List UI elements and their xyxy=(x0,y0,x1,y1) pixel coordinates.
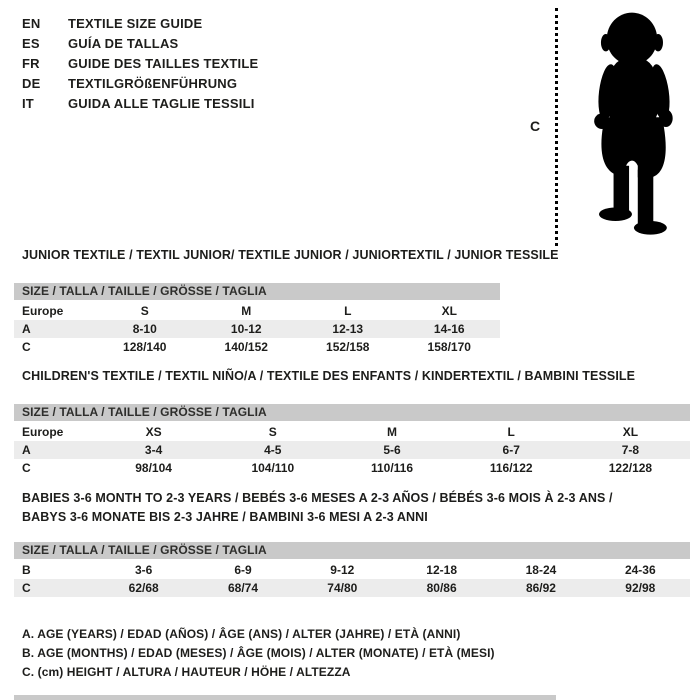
language-code: ES xyxy=(22,36,40,51)
table-cell: 8-10 xyxy=(132,322,157,336)
table-header-bar: SIZE / TALLA / TAILLE / GRÖSSE / TAGLIA xyxy=(14,542,690,559)
legend-line-a: A. AGE (YEARS) / EDAD (AÑOS) / ÂGE (ANS) / ALTER (JAHRE) / ETÀ (ANNI) xyxy=(22,627,461,641)
row-label: C xyxy=(22,340,31,354)
language-code: IT xyxy=(22,96,34,111)
table-cell: 24-36 xyxy=(624,563,656,577)
row-label: B xyxy=(22,563,31,577)
table-cell: 18-24 xyxy=(525,563,557,577)
table-row xyxy=(14,441,690,459)
table-header-bar: SIZE / TALLA / TAILLE / GRÖSSE / TAGLIA xyxy=(14,283,500,300)
table-cell: S xyxy=(140,304,149,318)
table-cell: 9-12 xyxy=(330,563,355,577)
table-cell: 128/140 xyxy=(123,340,167,354)
table-cell: 6-9 xyxy=(234,563,252,577)
height-measure-line xyxy=(555,8,558,246)
language-title: TEXTILE SIZE GUIDE xyxy=(68,16,203,31)
table-cell: 7-8 xyxy=(621,443,640,457)
table-cell: 10-12 xyxy=(230,322,262,336)
table-row xyxy=(14,423,690,441)
table-cell: 104/110 xyxy=(251,461,295,475)
row-label: Europe xyxy=(22,304,64,318)
language-row xyxy=(22,94,258,114)
row-label: Europe xyxy=(22,425,64,439)
language-row xyxy=(22,34,258,54)
row-label: A xyxy=(22,322,31,336)
table-cell: 74/80 xyxy=(327,581,358,595)
table-cell: L xyxy=(344,304,352,318)
table-cell: 4-5 xyxy=(264,443,282,457)
table-cell: 110/116 xyxy=(370,461,414,475)
row-label: A xyxy=(22,443,31,457)
language-title-list xyxy=(22,14,258,114)
language-row xyxy=(22,54,258,74)
table-cell: 122/128 xyxy=(608,461,653,475)
table-cell: 5-6 xyxy=(383,443,401,457)
toddler-silhouette-icon xyxy=(568,6,694,248)
table-cell: M xyxy=(241,304,252,318)
language-title: TEXTILGRÖßENFÜHRUNG xyxy=(68,76,238,91)
legend-line-b: B. AGE (MONTHS) / EDAD (MESES) / ÂGE (MOIS) / ALTER (MONATE) / ETÀ (MESI) xyxy=(22,646,495,660)
language-code: FR xyxy=(22,56,40,71)
table-cell: 86/92 xyxy=(525,581,556,595)
babies-section-title-line1: BABIES 3-6 MONTH TO 2-3 YEARS / BEBÉS 3-6 MESES A 2-3 AÑOS / BÉBÉS 3-6 MOIS À 2-3 ANS / xyxy=(22,491,613,505)
table-cell: 80/86 xyxy=(426,581,457,595)
table-cell: XS xyxy=(145,425,162,439)
language-code: DE xyxy=(22,76,41,91)
table-cell: 3-6 xyxy=(134,563,153,577)
junior-size-table xyxy=(14,283,500,356)
table-cell: 14-16 xyxy=(433,322,465,336)
cutoff-table-header-bar xyxy=(14,695,556,700)
table-cell: XL xyxy=(622,425,639,439)
table-cell: 116/122 xyxy=(489,461,533,475)
toddler-figure xyxy=(520,4,698,250)
table-cell: 158/170 xyxy=(427,340,471,354)
table-cell: 3-4 xyxy=(144,443,163,457)
table-cell: 152/158 xyxy=(326,340,370,354)
table-cell: 98/104 xyxy=(135,461,172,475)
table-row xyxy=(14,320,500,338)
table-row xyxy=(14,579,690,597)
table-row xyxy=(14,302,500,320)
table-cell: M xyxy=(387,425,397,439)
table-cell: 12-18 xyxy=(426,563,457,577)
row-label: C xyxy=(22,581,31,595)
table-row xyxy=(14,561,690,579)
table-cell: 62/68 xyxy=(128,581,159,595)
babies-size-table xyxy=(14,542,690,597)
table-cell: 12-13 xyxy=(332,322,364,336)
language-title: GUIDE DES TAILLES TEXTILE xyxy=(68,56,259,71)
language-code: EN xyxy=(22,16,41,31)
table-header-bar: SIZE / TALLA / TAILLE / GRÖSSE / TAGLIA xyxy=(14,404,690,421)
table-row xyxy=(14,459,690,477)
measure-legend xyxy=(22,625,495,682)
language-row xyxy=(22,74,258,94)
table-cell: 68/74 xyxy=(227,581,258,595)
table-cell: S xyxy=(268,425,277,439)
babies-section-title-line2: BABYS 3-6 MONATE BIS 2-3 JAHRE / BAMBINI 3-6 MESI A 2-3 ANNI xyxy=(22,510,428,524)
row-label: C xyxy=(22,461,31,475)
children-size-table xyxy=(14,404,690,477)
table-cell: 6-7 xyxy=(502,443,520,457)
table-cell: XL xyxy=(441,304,457,318)
table-cell: 140/152 xyxy=(224,340,268,354)
junior-section-title: JUNIOR TEXTILE / TEXTIL JUNIOR/ TEXTILE JUNIOR / JUNIORTEXTIL / JUNIOR TESSILE xyxy=(22,248,559,262)
language-title: GUIDA ALLE TAGLIE TESSILI xyxy=(68,96,255,111)
table-cell: 92/98 xyxy=(625,581,656,595)
legend-line-c: C. (cm) HEIGHT / ALTURA / HAUTEUR / HÖHE / ALTEZZA xyxy=(22,665,351,679)
table-cell: L xyxy=(507,425,515,439)
language-title: GUÍA DE TALLAS xyxy=(68,36,179,51)
table-row xyxy=(14,338,500,356)
children-section-title: CHILDREN'S TEXTILE / TEXTIL NIÑO/A / TEXTILE DES ENFANTS / KINDERTEXTIL / BAMBINI TESSILE xyxy=(22,369,636,383)
height-measure-label: C xyxy=(530,118,541,134)
language-row xyxy=(22,14,258,34)
